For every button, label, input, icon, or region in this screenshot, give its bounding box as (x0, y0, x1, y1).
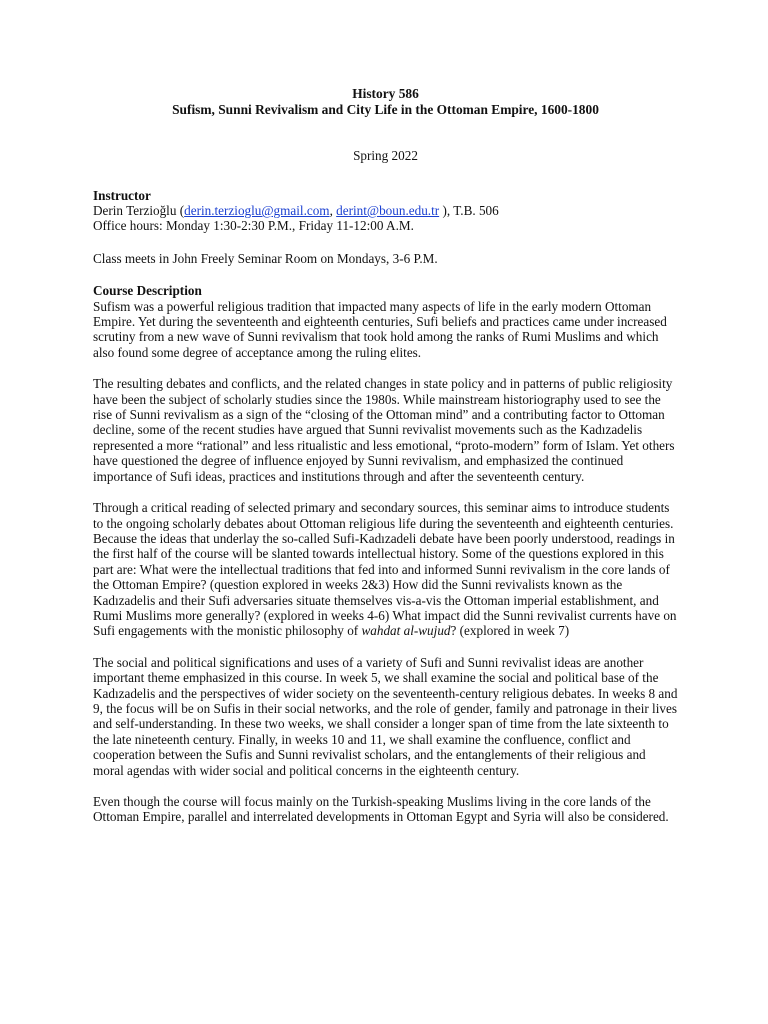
term-wahdat-al-wujud: wahdat al-wujud (361, 623, 451, 639)
office-room: ), T.B. 506 (439, 203, 499, 218)
description-paragraph-2: The resulting debates and conflicts, and the related changes in state policy and in patterns of public religiosity have been the subject of scholarly studies since the 1980s. While mainstream historiography used to see the rise of Sunni revivalism as a sign of the “closing of the Ottoman mind” and a contributing factor to Ottoman decline, some of the recent studies have argued that Sunni revivalist movements such as the Kadızadelis represented a more “rational” and less ritualistic and less emotional, “proto-modern” form of Islam. Yet others have questioned the degree of influence enjoyed by Sunni revivalism, and emphasized the continued importance of Sufi ideas, practices and institutions through and after the seventeenth century. (93, 376, 675, 484)
course-number: History 586 (352, 86, 419, 101)
paragraph-3-text-b: ? (explored in week 7) (450, 623, 570, 639)
description-paragraph-3 (93, 500, 678, 639)
course-description-heading: Course Description (93, 283, 202, 299)
instructor-name: Derin Terzioğlu ( (93, 203, 185, 218)
instructor-contact (93, 203, 678, 218)
paragraph-3-text-a: Through a critical reading of selected primary and secondary sources, this seminar aims to introduce students to the ongoing scholarly debates about Ottoman religious life during the seventeenth and eighteenth centuries. Because the ideas that underlay the so-called Sufi-Kadızadeli debate have been poorly understood, readings in the first half of the course will be slanted towards intellectual history. Some of the questions explored in this part are: What were the intellectual traditions that fed into and informed Sunni revivalism in the core lands of the Ottoman Empire? (question explored in weeks 2&3) How did the Sunni revivalists known as the Kadızadelis and their Sufi adversaries situate themselves vis-a-vis the Ottoman imperial establishment, and Rumi Muslims more generally? (explored in weeks 4-6) What impact did the Sunni revivalist currents have on Sufi engagements with the monistic philosophy of (93, 500, 677, 639)
email-link-boun[interactable]: derint@boun.edu.tr (336, 203, 440, 218)
course-description-section (93, 283, 678, 825)
instructor-section (93, 188, 678, 234)
description-paragraph-1: Sufism was a powerful religious tradition that impacted many aspects of life in the early modern Ottoman Empire. Yet during the seventeenth and eighteenth centuries, Sufi beliefs and practices came under increased scrutiny from a new wave of Sunni revivalism that took hold among the ranks of Rumi Muslims and which also found some degree of acceptance among the ruling elites. (93, 298, 667, 360)
office-hours: Office hours: Monday 1:30-2:30 P.M., Friday 11-12:00 A.M. (93, 218, 414, 234)
email-separator: , (329, 203, 337, 218)
syllabus-page (93, 86, 678, 825)
instructor-heading: Instructor (93, 187, 151, 203)
term: Spring 2022 (353, 148, 418, 164)
class-meets: Class meets in John Freely Seminar Room on Mondays, 3-6 P.M. (93, 250, 438, 266)
description-paragraph-4: The social and political significations and uses of a variety of Sufi and Sunni revivalist ideas are another important theme emphasized in this course. In week 5, we shall examine the social and political base of the Kadızadelis and the perspectives of wider society on the seventeenth-century religious debates. In weeks 8 and 9, the focus will be on Sufis in their social networks, and the role of gender, family and patronage in their lives and self-understanding. In these two weeks, we shall consider a longer span of time from the late sixteenth to the late nineteenth century. Finally, in weeks 10 and 11, we shall examine the confluence, conflict and cooperation between the Sufis and Sunni revivalist scholars, and the entanglements of their religious and moral agendas with wider social and political concerns in the eighteenth century. (93, 654, 678, 778)
description-paragraph-5: Even though the course will focus mainly on the Turkish-speaking Muslims living in the core lands of the Ottoman Empire, parallel and interrelated developments in Ottoman Egypt and Syria will also be considered. (93, 794, 669, 825)
email-link-gmail[interactable]: derin.terzioglu@gmail.com (184, 203, 330, 218)
course-title: Sufism, Sunni Revivalism and City Life in the Ottoman Empire, 1600-1800 (172, 101, 599, 117)
